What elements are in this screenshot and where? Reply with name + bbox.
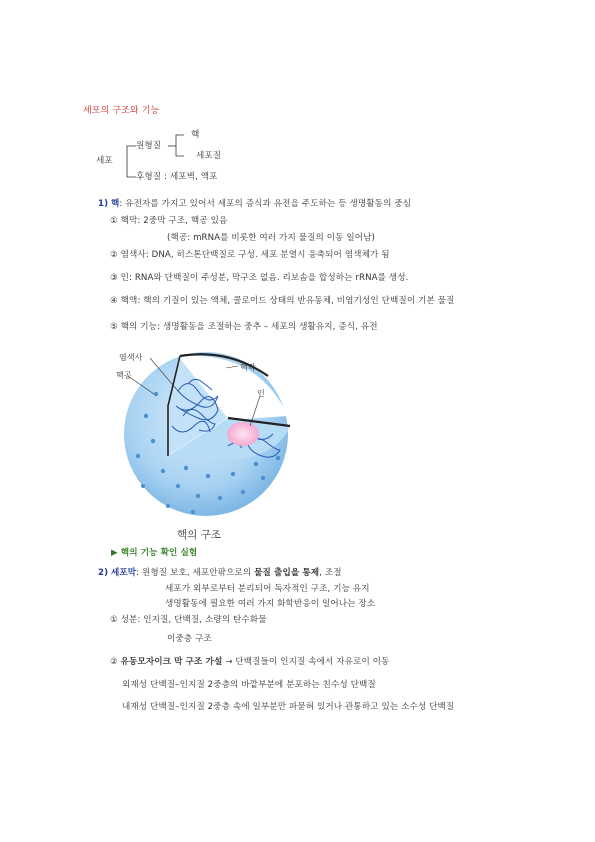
membrane-item-2-bold: 유동모자이크 막 구조 가설 [120,657,223,667]
tree-cytoplasm: 세포질 [196,151,222,161]
tree-nucleus: 핵 [191,130,200,140]
experiment-link[interactable]: ▶ 핵의 기능 확인 실험 [111,548,198,558]
membrane-desc-bold: 물질 출입을 통제 [254,568,320,578]
membrane-heading [98,568,342,579]
nucleus-heading [98,199,411,210]
label-nuclear-membrane: 핵막 [240,363,256,372]
membrane-item-1-sub: 이중층 구조 [167,634,212,644]
nucleolus-shape [227,422,259,446]
tree-protoplasm: 원형질 [136,141,162,151]
nucleus-number: 1) [98,199,109,209]
tree-postplasm: 후형질 : 세포벽, 액포 [136,172,218,182]
nucleus-item-5: ⑤ 핵의 기능: 생명활동을 조절하는 중추 – 세포의 생활유지, 증식, 유전 [110,322,378,332]
nucleus-item-1: ① 핵막: 2중막 구조, 핵공 있음 [110,216,228,226]
membrane-item-2-sub-1: 외재성 단백질–인지질 2중층의 바깥부분에 분포하는 친수성 단백질 [122,680,376,690]
nucleus-desc: : 유전자를 가지고 있어서 세포의 증식과 유전을 주도하는 등 생명활동의 중심 [119,199,412,209]
membrane-item-1: ① 성분: 인지질, 단백질, 소량의 탄수화물 [110,615,267,625]
membrane-item-2-sub-2: 내재성 단백질–인지질 2중층 속에 일부분만 파묻혀 있거나 관통하고 있는 소수성 단백질 [122,702,455,712]
membrane-item-2 [110,657,389,668]
membrane-desc-post: , 조절 [319,568,342,578]
figure-caption: 핵의 구조 [177,529,221,541]
tree-root: 세포 [96,156,113,166]
nucleus-term: 핵 [110,199,120,209]
membrane-term: 세포막 [110,568,137,578]
label-nuclear-pore: 핵공 [116,371,132,380]
membrane-desc-pre: : 원형질 보호, 세포안팎으로의 [136,568,255,578]
nucleus-illustration [108,346,308,520]
membrane-line-3: 생명활동에 필요한 여러 가지 화학반응이 일어나는 장소 [165,599,376,609]
nucleus-item-1-note: (핵공: mRNA를 비롯한 여러 가지 물질의 이동 일어남) [167,233,376,243]
membrane-item-2-num: ② [110,657,118,667]
membrane-number: 2) [98,568,109,578]
nucleus-item-2: ② 염색사: DNA, 히스톤단백질로 구성. 세포 분열시 응축되어 염색체가 됨 [110,250,390,260]
nucleus-item-3: ③ 인: RNA와 단백질이 주성분, 막구조 없음. 리보솜을 합성하는 rRNA를 생성. [110,273,409,283]
membrane-item-2-rest: → 단백질들이 인지질 속에서 자유로이 이동 [222,657,390,667]
label-chromatin: 염색사 [119,353,143,362]
page-title: 세포의 구조와 기능 [83,106,160,116]
membrane-line-2: 세포가 외부로부터 분리되어 독자적인 구조, 기능 유지 [165,584,370,594]
label-nucleolus: 인 [257,389,265,398]
nucleus-item-4: ④ 핵액: 핵의 기질이 있는 액체, 콜로이드 상태의 반유동체, 비염기성인 단백질이 기본 물질 [110,296,455,306]
